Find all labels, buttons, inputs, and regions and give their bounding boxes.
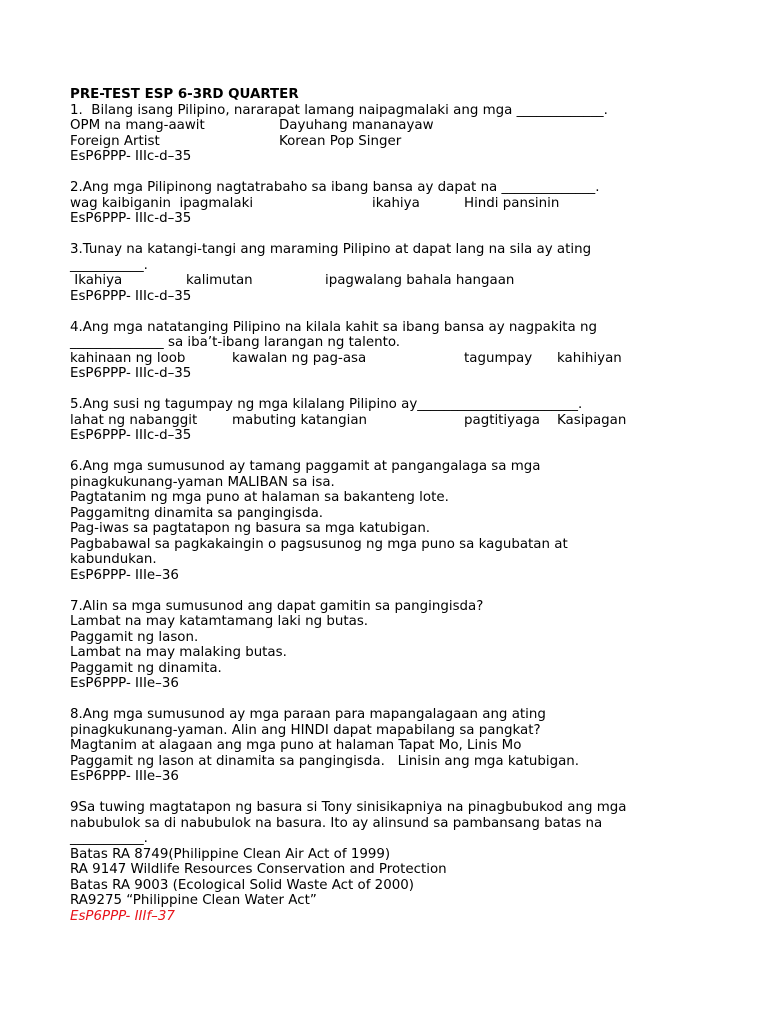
question-4-option-d: kahihiyan bbox=[557, 350, 622, 366]
question-1-code: EsP6PPP- IIIc-d–35 bbox=[70, 149, 192, 164]
question-9-code: EsP6PPP- IIIf–37 bbox=[70, 908, 175, 924]
spacer bbox=[70, 227, 710, 243]
question-5-option-c: pagtitiyaga bbox=[464, 412, 540, 428]
question-4-options-row bbox=[70, 351, 710, 367]
spacer bbox=[70, 692, 710, 708]
question-4-option-a: kahinaan ng loob bbox=[70, 350, 186, 366]
question-9-blank: ___________. bbox=[70, 831, 148, 846]
spacer bbox=[70, 382, 710, 398]
question-1-option-c: Foreign Artist bbox=[70, 133, 160, 149]
question-3-option-b: kalimutan bbox=[186, 273, 253, 288]
question-7-option-c: Lambat na may malaking butas. bbox=[70, 645, 287, 660]
question-1-option-d: Korean Pop Singer bbox=[279, 133, 402, 149]
question-7-code: EsP6PPP- IIIe–36 bbox=[70, 676, 179, 691]
question-1-option-a: OPM na mang-aawit bbox=[70, 118, 205, 133]
question-3-blank: ___________. bbox=[70, 257, 148, 273]
question-5-option-b: mabuting katangian bbox=[232, 412, 368, 428]
question-5-stem: 5.Ang susi ng tagumpay ng mga kilalang Pilipino ay________________________. bbox=[70, 397, 583, 412]
question-6-option-c: Pag-iwas sa pagtatapon ng basura sa mga katubigan. bbox=[70, 521, 431, 536]
question-1-options-row-1 bbox=[70, 118, 710, 134]
question-8-options-row-1: Magtanim at alagaan ang mga puno at halaman Tapat Mo, Linis Mo bbox=[70, 738, 522, 753]
question-5-option-a: lahat ng nabanggit bbox=[70, 412, 198, 428]
question-7-option-b: Paggamit ng lason. bbox=[70, 629, 199, 645]
question-5-option-d: Kasipagan bbox=[557, 412, 627, 428]
document-page bbox=[70, 87, 710, 924]
spacer bbox=[70, 785, 710, 801]
question-2-options-row bbox=[70, 196, 710, 212]
question-9-option-a: Batas RA 8749(Philippine Clean Air Act of 1999) bbox=[70, 846, 391, 862]
question-3-stem: 3.Tunay na katangi-tangi ang maraming Pilipino at dapat lang na sila ay ating bbox=[70, 242, 592, 257]
question-5-options-row bbox=[70, 413, 710, 429]
question-7-option-a: Lambat na may katamtamang laki ng butas. bbox=[70, 614, 369, 629]
question-1-stem: 1. Bilang isang Pilipino, nararapat lamang naipagmalaki ang mga _____________. bbox=[70, 102, 608, 118]
spacer bbox=[70, 165, 710, 181]
spacer bbox=[70, 304, 710, 320]
document-title: PRE-TEST ESP 6-3RD QUARTER bbox=[70, 87, 299, 102]
question-7-stem: 7.Alin sa mga sumusunod ang dapat gamitin sa pangingisda? bbox=[70, 598, 484, 614]
question-4-stem-continued: ______________ sa iba’t-ibang larangan ng talento. bbox=[70, 335, 401, 350]
question-9-stem-continued: nabubulok sa di nabubulok na basura. Ito ay alinsund sa pambansang batas na bbox=[70, 815, 603, 831]
question-1-options-row-2 bbox=[70, 134, 710, 150]
question-5-code: EsP6PPP- IIIc-d–35 bbox=[70, 428, 192, 443]
question-3-option-a: Ikahiya bbox=[70, 273, 123, 288]
question-2-option-c: ikahiya bbox=[372, 195, 420, 211]
question-1-option-b: Dayuhang mananayaw bbox=[279, 118, 434, 133]
question-9-option-c: Batas RA 9003 (Ecological Solid Waste Act of 2000) bbox=[70, 877, 414, 893]
question-8-stem-continued: pinagkukunang-yaman. Alin ang HINDI dapat mapabilang sa pangkat? bbox=[70, 722, 541, 738]
question-8-code: EsP6PPP- IIIe–36 bbox=[70, 769, 179, 784]
question-6-stem: 6.Ang mga sumusunod ay tamang paggamit at pangangalaga sa mga bbox=[70, 459, 541, 474]
question-2-stem: 2.Ang mga Pilipinong nagtatrabaho sa ibang bansa ay dapat na ______________. bbox=[70, 180, 600, 195]
question-8-stem: 8.Ang mga sumusunod ay mga paraan para mapangalagaan ang ating bbox=[70, 707, 546, 722]
question-6-option-d-continued: kabundukan. bbox=[70, 552, 157, 567]
question-2-option-ab: wag kaibiganin ipagmalaki bbox=[70, 195, 254, 211]
question-4-option-b: kawalan ng pag-asa bbox=[232, 350, 367, 366]
question-6-stem-continued: pinagkukunang-yaman MALIBAN sa isa. bbox=[70, 474, 335, 490]
question-3-option-cd: ipagwalang bahala hangaan bbox=[325, 273, 515, 288]
question-4-code: EsP6PPP- IIIc-d–35 bbox=[70, 366, 192, 381]
question-9-option-b: RA 9147 Wildlife Resources Conservation and Protection bbox=[70, 862, 447, 877]
spacer bbox=[70, 583, 710, 599]
question-2-option-d: Hindi pansinin bbox=[464, 195, 560, 211]
question-9-option-d: RA9275 “Philippine Clean Water Act” bbox=[70, 893, 317, 908]
question-6-option-b: Paggamitng dinamita sa pangingisda. bbox=[70, 505, 324, 521]
question-4-stem: 4.Ang mga natatanging Pilipino na kilala kahit sa ibang bansa ay nagpakita ng bbox=[70, 319, 598, 335]
question-6-code: EsP6PPP- IIIe–36 bbox=[70, 567, 179, 583]
question-2-code: EsP6PPP- IIIc-d–35 bbox=[70, 211, 192, 226]
question-8-options-row-2: Paggamit ng lason at dinamita sa pangingisda. Linisin ang mga katubigan. bbox=[70, 753, 580, 769]
question-7-option-d: Paggamit ng dinamita. bbox=[70, 660, 222, 676]
question-3-code: EsP6PPP- IIIc-d–35 bbox=[70, 288, 192, 304]
question-9-stem: 9Sa tuwing magtatapon ng basura si Tony sinisikapniya na pinagbubukod ang mga bbox=[70, 800, 627, 815]
question-6-option-a: Pagtatanim ng mga puno at halaman sa bakanteng lote. bbox=[70, 490, 449, 505]
question-4-option-c: tagumpay bbox=[464, 350, 533, 366]
question-6-option-d: Pagbabawal sa pagkakaingin o pagsusunog ng mga puno sa kagubatan at bbox=[70, 536, 568, 552]
spacer bbox=[70, 444, 710, 460]
question-3-options-row bbox=[70, 273, 710, 289]
